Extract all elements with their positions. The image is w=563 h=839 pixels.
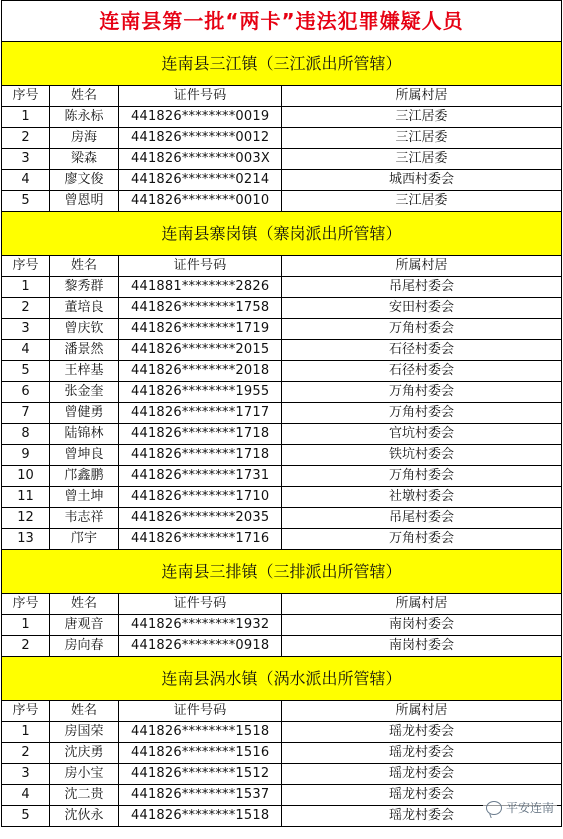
section-4 — [2, 657, 561, 826]
cell-id-number: 441826********1716 — [119, 529, 282, 550]
cell-id-number: 441826********0012 — [119, 128, 282, 149]
cell-id-number: 441826********1537 — [119, 785, 282, 806]
cell-seq: 1 — [2, 107, 50, 128]
col-header-id: 证件号码 — [119, 594, 282, 615]
cell-seq: 1 — [2, 615, 50, 636]
cell-village: 官坑村委会 — [282, 424, 562, 445]
table-row — [2, 764, 561, 785]
cell-id-number: 441826********1758 — [119, 298, 282, 319]
table-row — [2, 191, 561, 212]
cell-village: 石径村委会 — [282, 340, 562, 361]
cell-name: 陆锦林 — [50, 424, 119, 445]
cell-name: 邝鑫鹏 — [50, 466, 119, 487]
cell-seq: 1 — [2, 277, 50, 298]
table-header-row — [2, 701, 561, 722]
cell-seq: 6 — [2, 382, 50, 403]
cell-id-number: 441826********1512 — [119, 764, 282, 785]
table-row — [2, 361, 561, 382]
cell-id-number: 441826********0918 — [119, 636, 282, 657]
col-header-village: 所属村居 — [282, 701, 562, 722]
cell-name: 沈伙永 — [50, 806, 119, 827]
cell-village: 城西村委会 — [282, 170, 562, 191]
cell-seq: 4 — [2, 785, 50, 806]
cell-seq: 4 — [2, 340, 50, 361]
cell-name: 陈永标 — [50, 107, 119, 128]
cell-village: 三江居委 — [282, 149, 562, 170]
table-row — [2, 403, 561, 424]
table-row — [2, 319, 561, 340]
wechat-icon — [486, 801, 502, 815]
cell-id-number: 441826********1717 — [119, 403, 282, 424]
table-row — [2, 466, 561, 487]
table-header-row — [2, 594, 561, 615]
table-row — [2, 149, 561, 170]
cell-seq: 2 — [2, 128, 50, 149]
cell-seq: 3 — [2, 319, 50, 340]
cell-seq: 2 — [2, 636, 50, 657]
table-row — [2, 382, 561, 403]
cell-village: 社墩村委会 — [282, 487, 562, 508]
table-row — [2, 445, 561, 466]
cell-village: 瑶龙村委会 — [282, 722, 562, 743]
cell-name: 曾坤良 — [50, 445, 119, 466]
cell-id-number: 441826********2015 — [119, 340, 282, 361]
cell-id-number: 441826********0214 — [119, 170, 282, 191]
cell-name: 潘景然 — [50, 340, 119, 361]
col-header-seq: 序号 — [2, 256, 50, 277]
cell-id-number: 441826********1932 — [119, 615, 282, 636]
cell-name: 曾土坤 — [50, 487, 119, 508]
watermark — [483, 798, 557, 817]
cell-name: 沈二贵 — [50, 785, 119, 806]
cell-village: 万角村委会 — [282, 319, 562, 340]
table-header-row — [2, 256, 561, 277]
cell-village: 安田村委会 — [282, 298, 562, 319]
cell-id-number: 441826********1718 — [119, 424, 282, 445]
cell-village: 万角村委会 — [282, 382, 562, 403]
cell-seq: 8 — [2, 424, 50, 445]
section-table — [2, 594, 561, 657]
watermark-text: 平安连南 — [505, 801, 554, 815]
cell-name: 王梓基 — [50, 361, 119, 382]
col-header-seq: 序号 — [2, 86, 50, 107]
table-row — [2, 170, 561, 191]
col-header-id: 证件号码 — [119, 701, 282, 722]
cell-name: 董培良 — [50, 298, 119, 319]
cell-village: 瑶龙村委会 — [388, 808, 454, 823]
col-header-name: 姓名 — [50, 594, 119, 615]
section-table — [2, 86, 561, 212]
table-row — [2, 277, 561, 298]
cell-name: 房海 — [50, 128, 119, 149]
col-header-seq: 序号 — [2, 701, 50, 722]
cell-village: 三江居委 — [282, 191, 562, 212]
cell-village: 三江居委 — [282, 128, 562, 149]
cell-village: 瑶龙村委会 — [282, 743, 562, 764]
cell-id-number: 441826********1719 — [119, 319, 282, 340]
table-row — [2, 529, 561, 550]
page-title: 连南县第一批“两卡”违法犯罪嫌疑人员 — [2, 1, 561, 42]
cell-id-number: 441826********1710 — [119, 487, 282, 508]
cell-name: 黎秀群 — [50, 277, 119, 298]
cell-seq: 10 — [2, 466, 50, 487]
cell-name: 廖文俊 — [50, 170, 119, 191]
section-header: 连南县涡水镇（涡水派出所管辖） — [2, 657, 561, 701]
cell-village: 瑶龙村委会 — [282, 764, 562, 785]
cell-seq: 4 — [2, 170, 50, 191]
col-header-seq: 序号 — [2, 594, 50, 615]
cell-name: 曾健勇 — [50, 403, 119, 424]
cell-seq: 3 — [2, 149, 50, 170]
cell-id-number: 441826********1516 — [119, 743, 282, 764]
col-header-village: 所属村居 — [282, 256, 562, 277]
cell-name: 房小宝 — [50, 764, 119, 785]
table-row — [2, 785, 561, 806]
col-header-id: 证件号码 — [119, 86, 282, 107]
cell-id-number: 441826********0019 — [119, 107, 282, 128]
suspect-list-sheet — [1, 0, 562, 827]
cell-name: 张金奎 — [50, 382, 119, 403]
section-1 — [2, 42, 561, 212]
table-row — [2, 128, 561, 149]
table-row — [2, 743, 561, 764]
cell-name: 曾庆钦 — [50, 319, 119, 340]
cell-seq: 9 — [2, 445, 50, 466]
cell-seq: 13 — [2, 529, 50, 550]
table-row — [2, 636, 561, 657]
cell-name: 房国荣 — [50, 722, 119, 743]
cell-seq: 7 — [2, 403, 50, 424]
cell-village: 吊尾村委会 — [282, 508, 562, 529]
col-header-village: 所属村居 — [282, 86, 562, 107]
cell-seq: 2 — [2, 298, 50, 319]
cell-id-number: 441826********2035 — [119, 508, 282, 529]
cell-name: 邝宇 — [50, 529, 119, 550]
cell-id-number: 441826********1731 — [119, 466, 282, 487]
cell-name: 房向春 — [50, 636, 119, 657]
cell-seq: 3 — [2, 764, 50, 785]
section-header: 连南县三江镇（三江派出所管辖） — [2, 42, 561, 86]
table-row — [2, 487, 561, 508]
cell-village: 吊尾村委会 — [282, 277, 562, 298]
table-row — [2, 722, 561, 743]
section-header: 连南县寨岗镇（寨岗派出所管辖） — [2, 212, 561, 256]
cell-seq: 11 — [2, 487, 50, 508]
cell-seq: 12 — [2, 508, 50, 529]
table-header-row — [2, 86, 561, 107]
cell-village: 石径村委会 — [282, 361, 562, 382]
col-header-name: 姓名 — [50, 256, 119, 277]
section-3 — [2, 550, 561, 657]
table-row — [2, 508, 561, 529]
table-row — [2, 107, 561, 128]
cell-village: 万角村委会 — [282, 529, 562, 550]
cell-id-number: 441826********2018 — [119, 361, 282, 382]
col-header-id: 证件号码 — [119, 256, 282, 277]
col-header-name: 姓名 — [50, 86, 119, 107]
table-row — [2, 806, 561, 827]
cell-id-number: 441826********1955 — [119, 382, 282, 403]
table-row — [2, 615, 561, 636]
cell-village: 铁坑村委会 — [282, 445, 562, 466]
cell-village: 三江居委 — [282, 107, 562, 128]
cell-name: 唐观音 — [50, 615, 119, 636]
cell-name: 韦志祥 — [50, 508, 119, 529]
cell-name: 沈庆勇 — [50, 743, 119, 764]
cell-name: 曾恩明 — [50, 191, 119, 212]
cell-village: 瑶龙村委会 — [282, 785, 562, 806]
table-row — [2, 340, 561, 361]
cell-id-number: 441826********1518 — [119, 806, 282, 827]
cell-village: 万角村委会 — [282, 403, 562, 424]
cell-id-number: 441826********003X — [119, 149, 282, 170]
cell-id-number: 441826********0010 — [119, 191, 282, 212]
cell-seq: 5 — [2, 191, 50, 212]
cell-id-number: 441826********1718 — [119, 445, 282, 466]
section-table — [2, 256, 561, 550]
cell-village: 南岗村委会 — [282, 615, 562, 636]
table-row — [2, 424, 561, 445]
table-row — [2, 298, 561, 319]
section-table — [2, 701, 561, 826]
section-header: 连南县三排镇（三排派出所管辖） — [2, 550, 561, 594]
cell-seq: 1 — [2, 722, 50, 743]
cell-id-number: 441881********2826 — [119, 277, 282, 298]
cell-village: 万角村委会 — [282, 466, 562, 487]
col-header-village: 所属村居 — [282, 594, 562, 615]
cell-name: 梁森 — [50, 149, 119, 170]
cell-village: 南岗村委会 — [282, 636, 562, 657]
col-header-name: 姓名 — [50, 701, 119, 722]
sections-container — [2, 42, 561, 826]
cell-seq: 5 — [2, 361, 50, 382]
section-2 — [2, 212, 561, 550]
cell-seq: 5 — [2, 806, 50, 827]
cell-id-number: 441826********1518 — [119, 722, 282, 743]
cell-seq: 2 — [2, 743, 50, 764]
